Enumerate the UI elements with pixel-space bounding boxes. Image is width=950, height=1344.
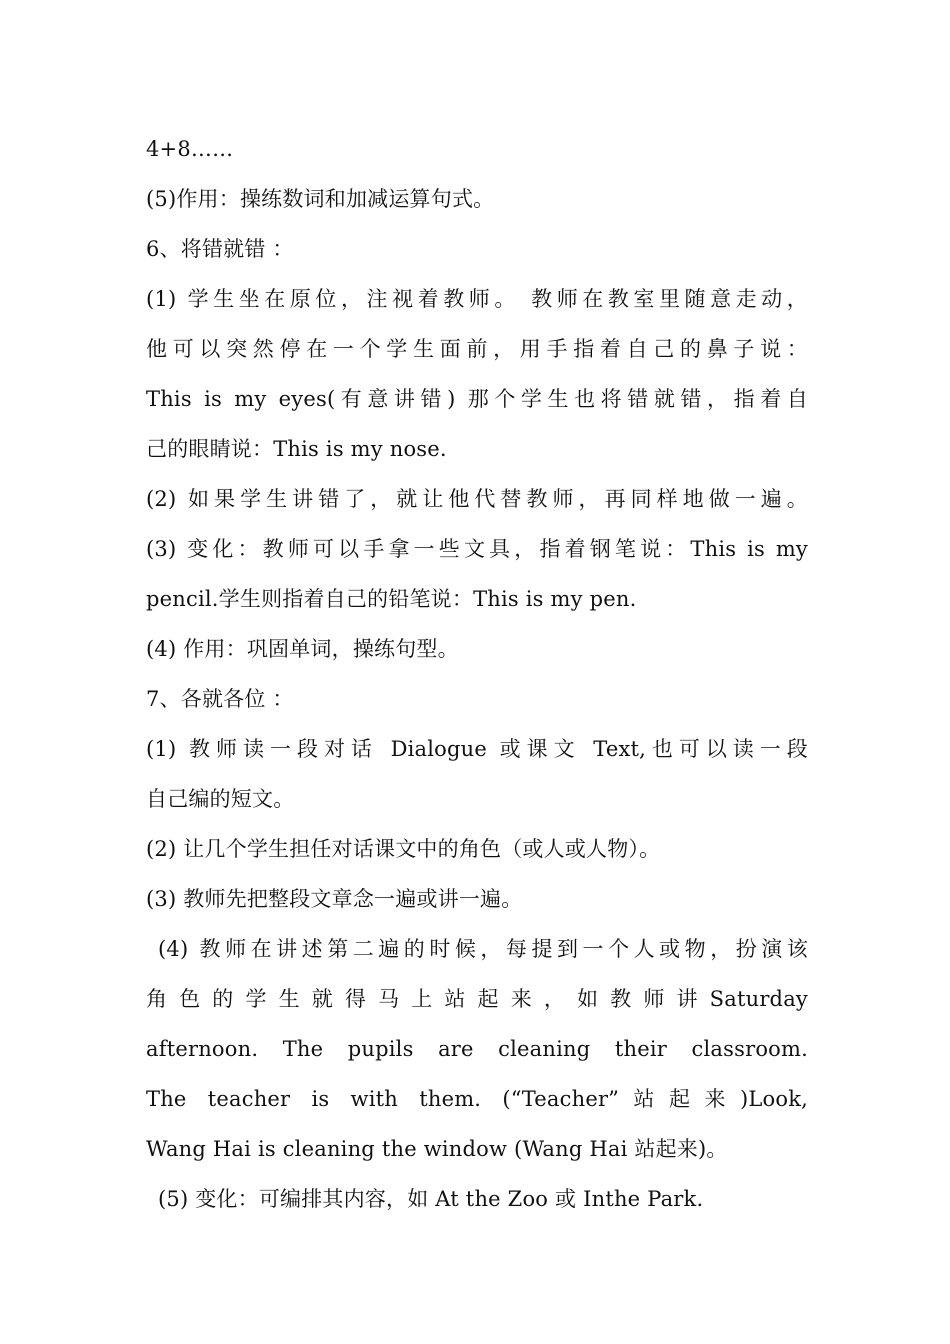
text-line: pencil.学生则指着自己的铅笔说：This is my pen. xyxy=(146,587,637,611)
text-line: 己的眼睛说：This is my nose. xyxy=(146,437,447,461)
text-line: 他可以突然停在一个学生面前，用手指着自己的鼻子说： xyxy=(146,337,808,361)
text-line: (1) 教师读一段对话 Dialogue 或课文 Text,也可以读一段 xyxy=(146,737,808,761)
text-line: (1) 学生坐在原位，注视着教师。 教师在教室里随意走动， xyxy=(146,287,808,311)
document-body xyxy=(146,124,808,1224)
text-line: 自己编的短文。 xyxy=(146,787,295,811)
text-line: 4+8…… xyxy=(146,137,234,161)
text-line: 角 色 的 学 生 就 得 马 上 站 起 来 ， 如 教 师 讲 Saturday xyxy=(146,987,808,1011)
text-line: (4) 作用：巩固单词，操练句型。 xyxy=(146,637,459,661)
text-line: (5)作用：操练数词和加减运算句式。 xyxy=(146,187,495,211)
text-line: (3) 教师先把整段文章念一遍或讲一遍。 xyxy=(146,887,523,911)
text-line: The teacher is with them. (“Teacher”站起来)Look, xyxy=(146,1087,808,1111)
text-line: (3) 变化：教师可以手拿一些文具，指着钢笔说：This is my xyxy=(146,537,808,561)
text-line: afternoon. The pupils are cleaning their classroom. xyxy=(146,1037,808,1061)
text-line: (2) 让几个学生担任对话课文中的角色（或人或人物）。 xyxy=(146,837,661,861)
text-line: Wang Hai is cleaning the window (Wang Hai 站起来)。 xyxy=(146,1137,728,1161)
section-heading: 6、将错就错 ： xyxy=(146,237,294,261)
text-line: (5) 变化：可编排其内容，如 At the Zoo 或 Inthe Park. xyxy=(158,1187,704,1211)
text-line: This is my eyes(有意讲错) 那个学生也将错就错，指着自 xyxy=(146,387,808,411)
text-line: (4) 教师在讲述第二遍的时候，每提到一个人或物，扮演该 xyxy=(158,937,808,961)
section-heading: 7、各就各位 ： xyxy=(146,687,294,711)
text-line: (2) 如果学生讲错了，就让他代替教师，再同样地做一遍。 xyxy=(146,487,808,511)
